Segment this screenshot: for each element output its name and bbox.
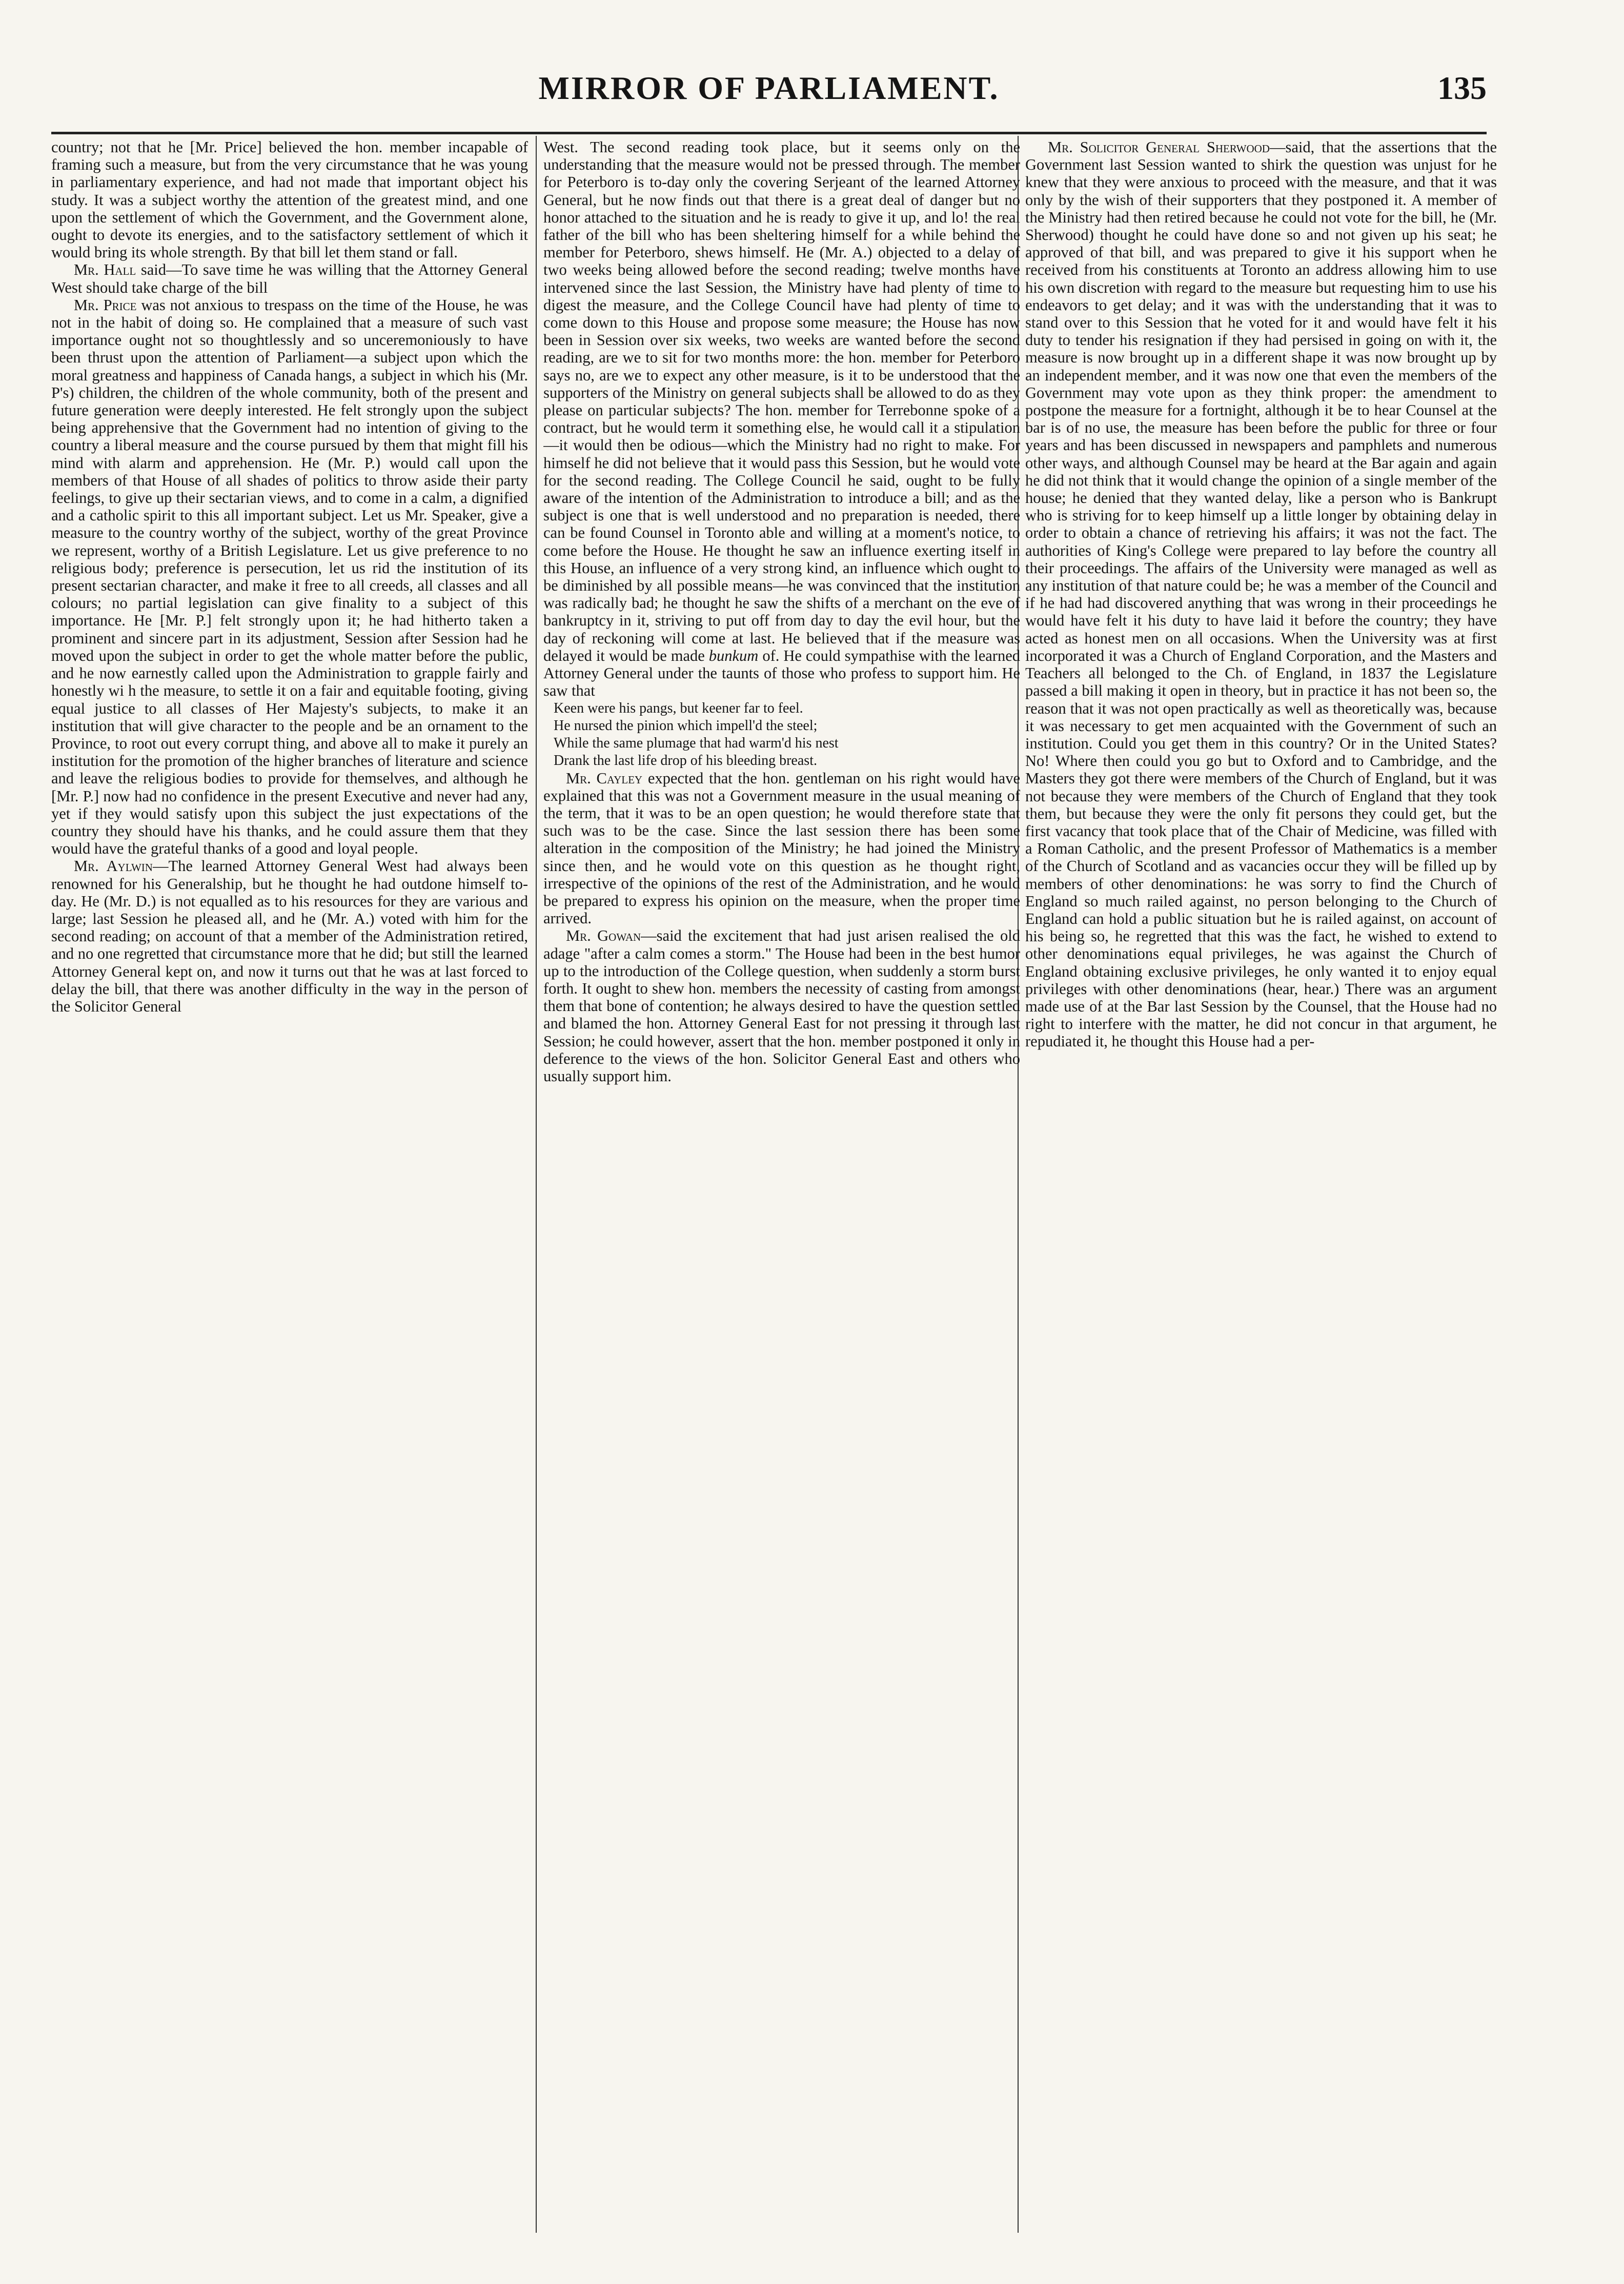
verse-line: Drank the last life drop of his bleeding breast. bbox=[554, 752, 817, 769]
paragraph bbox=[51, 296, 528, 858]
page-title: MIRROR OF PARLIAMENT. bbox=[538, 70, 1000, 106]
verse-line: He nursed the pinion which impell'd the steel; bbox=[554, 717, 818, 734]
verse-quote bbox=[554, 700, 1020, 770]
verse-line: Keen were his pangs, but keener far to feel. bbox=[554, 700, 803, 716]
paragraph bbox=[51, 857, 528, 1015]
speaker-name: Mr. Cayley bbox=[566, 769, 643, 787]
italic-word: bunkum bbox=[708, 646, 759, 664]
speech-text: was not anxious to trespass on the time of the House, he was not in the habit of doing so. He complained that a measure of such vast importance ought not so thoughtlessly and so unceremoniously to have been thrust upon the attention of Parliament—a subject upon which the moral greatness and happiness of Canada hangs, a subject in which his (Mr. P's) children, the children of the whole community, both of the present and future generation were deeply interested. He felt strongly upon the subject being apprehensive that the Government had no intention of giving to the country a liberal measure and the course pursued by them that might fill his mind with alarm and apprehension. He (Mr. P.) would call upon the members of that House of all shades of politics to throw aside their party feelings, to give up their sectarian views, and to come in a calm, a dignified and a catholic spirit to this all important subject. Let us Mr. Speaker, give a measure to the country worthy of the subject, worthy of the great Province we represent, worthy of a British Legislature. Let us give preference to no religious body; preference is persecution, let us rid the institution of its present sectarian character, and make it free to all creeds, all classes and all colours; no partial legislation can give finality to a subject of this importance. He [Mr. P.] felt strongly upon it; he had hitherto taken a prominent and sincere part in its adjustment, Session after Session had he moved upon the subject in order to get the whole matter before the public, and he now earnestly called upon the Administration to grapple fairly and honestly wi h the measure, to settle it on a fair and equitable footing, giving equal justice to all classes of Her Majesty's subjects, to make it an institution that will give character to the people and be an ornament to the Province, to root out every corrupt thing, and above all to make it purely an institution for the promotion of the higher branches of literature and science and leave the religious bodies to provide for themselves, and although he [Mr. P.] now had no confidence in the present Executive and never had any, yet if they would satisfy upon this subject the just expectations of the country they should have his thanks, and he could assure them that they would have the grateful thanks of a good and loyal people. bbox=[51, 296, 528, 858]
speaker-name: Mr. Solicitor General Sherwood bbox=[1048, 138, 1270, 156]
speech-text: said—To save time he was willing that the Attorney General West should take charge of the bill bbox=[51, 261, 528, 296]
header-rule bbox=[51, 132, 1487, 134]
paragraph bbox=[543, 770, 1020, 927]
speaker-name: Mr. Hall bbox=[74, 261, 136, 279]
speech-text: —The learned Attorney General West had always been renowned for his Generalship, but he thought he had outdone himself to-day. He (Mr. D.) is not equalled as to his resources for they are various and large; last Session he pleased all, and he (Mr. A.) voted with him for the second reading; on account of that a member of the Administration retired, and no one regretted that circumstance more that he did; but still the learned Attorney General kept on, and now it turns out that he was at last forced to delay the bill, that there was another difficulty in the way in the person of the Solicitor General bbox=[51, 857, 528, 1015]
text-column-3 bbox=[1025, 138, 1497, 2240]
speech-text: expected that the hon. gentleman on his right would have explained that this was not a Government measure in the usual meaning of the term, that it was to be an open question; he would therefore state that such was to be the case. Since the last session there has been some alteration in the composition of the Ministry; he had joined the Ministry since then, and he would vote on this question as he thought right, irrespective of the opinions of the rest of the Administration, and he would be prepared to express his opinion on the measure, when the proper time arrived. bbox=[543, 769, 1020, 927]
speaker-name: Mr. Price bbox=[74, 296, 137, 314]
text-column-2 bbox=[543, 138, 1020, 2240]
speech-text: of. He could sympathise with the learned Attorney General under the taunts of those who profess to support him. He saw that bbox=[543, 646, 1020, 700]
speech-text: —said the excitement that had just arisen realised the old adage "after a calm comes a storm." The House had been in the best humor up to the introduction of the College question, when suddenly a storm burst forth. It ought to shew hon. members the necessity of casting from amongst them that bone of contention; he always desired to have the question settled and blamed the hon. Attorney General East for not pressing it through last Session; he could however, assert that the hon. member postponed it only in deference to the views of the hon. Solicitor General East and others who usually support him. bbox=[543, 927, 1020, 1085]
paragraph bbox=[543, 927, 1020, 1085]
text-column-1 bbox=[51, 138, 528, 2240]
speech-text: West. The second reading took place, but it seems only on the understanding that the measure would not be pressed through. The member for Peterboro is to-day only the covering Serjeant of the learned Attorney General, but he now finds out that there is a great deal of danger but no honor attached to the situation and he is ready to give it up, and lo! the real father of the bill who has been sheltering himself for a while behind the member for Peterboro, shews himself. He (Mr. A.) objected to a delay of two weeks being allowed before the second reading; twelve months have intervened since the last Session, the Ministry have had plenty of time to digest the measure, and the College Council have had plenty of time to come down to this House and propose some measure; the House has now been in Session over six weeks, two weeks are wanted before the second reading, are we to sit for two months more: the hon. member for Peterboro says no, are we to expect any other measure, is it to be understood that the supporters of the Ministry on general subjects shall be allowed to do as they please on particular subjects? The hon. member for Terrebonne spoke of a contract, but he would term it something else, he would call it a stipulation—it would then be odious—which the Ministry had no right to make. For himself he did not believe that it would pass this Session, but he would vote for the second reading. The College Council he said, ought to be fully aware of the intention of the Administration to introduce a bill; and as the subject is one that is well understood and no preparation is needed, there can be found Counsel in Toronto able and willing at a moment's notice, to come before the House. He thought he saw an influence exerting itself in this House, an influence of a very strong kind, an influence which ought to be diminished by all possible means—he was convinced that the institution was radically bad; he thought he saw the shifts of a merchant on the eve of bankruptcy in it, striving to put off from day to day the evil hour, but the day of reckoning will come at last. He believed that if the measure was delayed it would be made bbox=[543, 138, 1020, 664]
speech-text: —said, that the assertions that the Government last Session wanted to shirk the question was unjust for he knew that they were anxious to proceed with the measure, and that it was only by the wish of their supporters that they postponed it. A member of the Ministry had then retired because he could not vote for the bill, he (Mr. Sherwood) thought he could have done so and not given up his seat; he approved of that bill, and was prepared to give it his support when he received from his constituents at Toronto an address allowing him to use his own discretion with regard to the measure but requesting him to use his endeavors to get delay; and it was with the understanding that it was to stand over to this Session that he voted for it and would have felt it his duty to tender his resignation if they had persised in going on with it, the measure is now brought up in a different shape it was now brought up by an independent member, and it was now one that even the members of the Government may vote upon as they think proper: the amendment to postpone the measure for a fortnight, although it be to hear Counsel at the bar is of no use, the measure has been before the public for three or four years and has been discussed in newspapers and pamphlets and numerous other ways, and although Counsel may be heard at the Bar again and again he did not think that it would change the opinion of a single member of the house; he denied that they wanted delay, like a person who is Bankrupt who is striving for to keep himself up a little longer by obtaining delay in order to obtain a chance of retrieving his affairs; it was not the fact. The authorities of King's College were prepared to lay before the country all their proceedings. The affairs of the University were managed as well as any institution of that nature could be; he was a member of the Council and if he had had discovered anything that was wrong in their proceedings he would have felt it his duty to have laid it before the country; they have acted as honest men on all occasions. When the University was at first incorporated it was a Church of England Corporation, and the Masters and Teachers all belonged to the Ch. of England, in 1837 the Legislature passed a bill making it open in theory, but in practice it has not been so, the reason that it was not open practically as well as theoretically was, because it was necessary to get men acquainted with the Government of such an institution. Could you get them in this country? Or in the United States? No! Where then could you go but to Oxford and to Cambridge, and the Masters they got there were members of the Church of England, but it was not because they were members of the Church of England that they took them, but because they were the only fit persons they could get, but the first vacancy that took place that of the Chair of Medicine, was filled with a Roman Catholic, and the present Professor of Mathematics is a member of the Church of Scotland and as vacancies occur they will be filled up by members of other denominations: he was sorry to find the Church of England so much railed against, no person belonging to the Church of England can hold a public situation but he is railed against, on account of his being so, he regretted that this was the fact, he wished to extend to other denominations equal privileges, he was against the Church of England obtaining exclusive privileges, he only wanted it to enjoy equal privileges with other denominations (hear, hear.) There was an argument made use of at the Bar last Session by the Counsel, that the House had no right to interfere with the matter, he did not concur in that argument, he repudiated it, he thought this House had a per- bbox=[1025, 138, 1497, 1050]
paragraph: country; not that he [Mr. Price] believed the hon. member incapable of framing such a measure, but from the very circumstance that he was young in parliamentary experience, and had not made that important object his study. It was a subject worthy the attention of the greatest mind, and one upon the settlement of which the Government, and the Government alone, ought to devote its energies, and to the satisfactory settlement of which it would bring its whole strength. By that bill let them stand or fall. bbox=[51, 138, 528, 261]
verse-line: While the same plumage that had warm'd his nest bbox=[554, 735, 839, 751]
speaker-name: Mr. Gowan bbox=[566, 927, 641, 945]
paragraph bbox=[1025, 138, 1497, 1050]
paragraph bbox=[543, 138, 1020, 700]
column-divider bbox=[536, 136, 537, 2233]
page-header bbox=[51, 69, 1487, 131]
page-number: 135 bbox=[1437, 70, 1487, 106]
speaker-name: Mr. Aylwin bbox=[74, 857, 153, 875]
paragraph bbox=[51, 261, 528, 296]
